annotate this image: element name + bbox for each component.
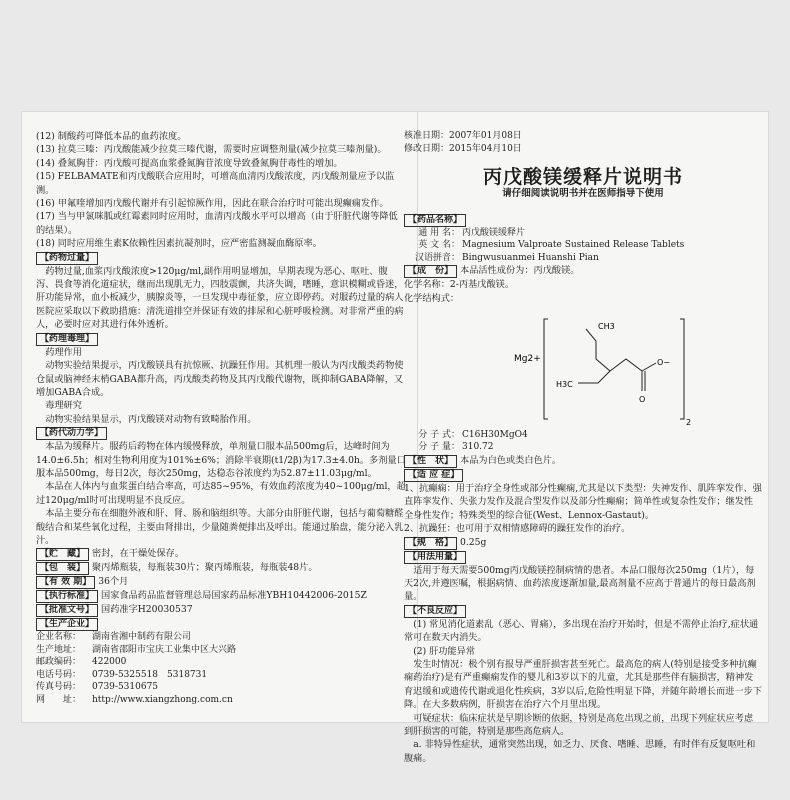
pk-text-2: 本品在人体内与血浆蛋白结合率高，可达85~95%，有效血药浓度为40~100μg/ml，超过120μg/ml时可出现明显不良反应。	[36, 481, 406, 506]
toxicology-text: 动物实验结果显示，丙戊酸镁对动物有致畸胎作用。	[45, 413, 257, 425]
label: 电话号码：	[36, 669, 82, 680]
section-header: 【批准文号】	[36, 604, 98, 617]
adverse-text-5: a. 非特异性症状，通常突然出现，如乏力、厌食、嗜睡、思睡，有时伴有反复呕吐和腹痛。	[404, 739, 756, 764]
dosage-text: 适用于每天需要500mg丙戊酸镁控制病情的患者。本品口服每次250mg（1片），每天2次,并遵医嘱，根据病情、血药浓度逐渐加量,最高剂量不应高于普通片的每日最高剂量。	[404, 564, 756, 603]
website-row	[36, 694, 406, 707]
overdose-text: 药物过量,血浆丙戊酸浓度>120μg/ml,副作用明显增加，早期表现为恶心、呕吐、腹泻、畏食等消化道症状，继而出现肌无力，四肢震颤，共济失调，嗜睡，意识模糊或昏迷，肝功能异常，血小板减少，胰腺炎等，一旦发现中毒征象，应立即停药。对服药过量的病人医院应采取以下救助措施：清洗道排空并保证有效的排尿和心脏呼吸检测。对非常严重的病人，必要时应对其进行体外透析。	[36, 265, 404, 331]
section-header: 【药品名称】	[404, 214, 466, 227]
value: 0739-5310675	[92, 682, 159, 693]
section-header: 【性 状】	[404, 455, 457, 468]
english-name-row	[404, 239, 762, 252]
validity-row	[36, 575, 406, 589]
value: 310.72	[462, 442, 494, 453]
document-subtitle: 请仔细阅读说明书并在医师指导下使用	[502, 188, 664, 200]
label: 分 子 式：	[418, 429, 460, 440]
leaflet-sheet	[22, 112, 768, 764]
package-row	[36, 561, 406, 575]
label: 生产地址：	[36, 644, 82, 655]
storage-text: 密封，在干燥处保存。	[92, 548, 184, 560]
section-header: 【成 份】	[404, 265, 457, 278]
value: Bingwusuanmei Huanshi Pian	[462, 252, 599, 263]
approval-text: 国药准字H20030537	[101, 604, 193, 616]
section-header: 【生产企业】	[36, 618, 98, 631]
storage-row	[36, 547, 406, 561]
interaction-16: (16) 甲氟喹增加丙戊酸代谢并有引起惊厥作用，因此在联合治疗时可能出现癫痫发作。	[36, 198, 389, 210]
section-drug-name	[404, 213, 762, 227]
pk-text-3: 本品主要分布在细胞外液和肝、肾、肠和脑组织等。大部分由肝脏代谢，包括与葡萄糖醛酸结合和某些氧化过程，主要由肾排出，少量随粪便排出及呼出。能通过胎盘，能分泌入乳汁。	[36, 508, 404, 546]
label: 英 文 名：	[418, 240, 460, 251]
approved-date: 核准日期：2007年01月08日	[404, 131, 522, 141]
left-column	[36, 130, 406, 706]
label: 企业名称：	[36, 632, 82, 643]
package-text: 聚丙烯瓶装，每瓶装30片；聚丙烯瓶装，每瓶装48片。	[92, 562, 318, 574]
standard-row	[36, 589, 406, 603]
label: 分 子 量：	[418, 442, 460, 453]
maker-row	[36, 617, 406, 631]
generic-name-row	[404, 227, 762, 240]
value: Magnesium Valproate Sustained Release Tablets	[462, 240, 685, 251]
structure-drawing	[514, 309, 714, 429]
structure-label: 化学结构式：	[404, 292, 460, 304]
indication-text-1: 1、抗癫痫：用于治疗全身性或部分性癫痫,尤其是以下类型：失神发作、肌阵挛发作、强直阵挛发作、失张力发作及混合型发作以及部分性癫痫；简单性或复杂性发作；继发性全身性发作；特殊类型的综合征(West、Lennox-Gastaut)。	[404, 482, 762, 521]
label: 传真号码：	[36, 682, 82, 693]
section-header: 【规 格】	[404, 537, 457, 550]
section-dosage	[404, 550, 762, 564]
carboxylate-oxygen: O−	[657, 357, 670, 367]
toxicology-subheading: 毒理研究	[45, 400, 82, 412]
indication-text-2: 2、抗躁狂：也可用于双相情感障碍的躁狂发作的治疗。	[404, 523, 631, 535]
interaction-18: (18) 同时应用维生素K依赖性因素抗凝剂时，应严密监测凝血酶原率。	[36, 238, 322, 250]
section-overdose	[36, 251, 406, 265]
pharm-text: 动物实验结果提示，丙戊酸镁具有抗惊厥、抗躁狂作用。其机理一般认为丙戊酸类药物使仓鼠或脑神经末梢GABA都升高，丙戊酸类药物及其丙戊酸代谢物，既抑制GABA降解，又增加GABA合成。	[36, 360, 404, 398]
section-header: 【不良反应】	[404, 605, 466, 618]
section-pharmacology	[36, 332, 406, 346]
section-header: 【执行标准】	[36, 590, 98, 603]
manufacturer-info	[36, 631, 406, 706]
label: 汉语拼音：	[414, 252, 460, 263]
appearance-text: 本品为白色或类白色片。	[460, 454, 562, 466]
mg-ion: Mg2+	[514, 353, 541, 364]
interaction-15: (15) FELBAMATE和丙戊酸联合应用时，可增高血清丙戊酸浓度，丙戊酸剂量应予以监测。	[36, 171, 395, 196]
approval-row	[36, 603, 406, 617]
pharm-subheading: 药理作用	[45, 346, 82, 358]
pinyin-name-row	[404, 252, 762, 265]
section-header: 【药理毒理】	[36, 333, 98, 346]
value: 湖南省湘中制药有限公司	[92, 632, 192, 643]
phone-row	[36, 669, 406, 682]
adverse-text-1: (1) 常见消化道素乱（恶心、胃痛），多出现在治疗开始时，但是不需停止治疗,症状通常可在数天内消失。	[404, 618, 759, 644]
section-header: 【包 装】	[36, 562, 89, 575]
weight-row	[404, 441, 762, 454]
label: 邮政编码：	[36, 657, 82, 668]
formula-row	[404, 429, 762, 442]
chemical-name: 化学名称：2-丙基戊酸镁。	[404, 279, 515, 291]
postcode-row	[36, 656, 406, 669]
section-header: 【用法用量】	[404, 551, 466, 564]
label: 通 用 名：	[418, 227, 460, 238]
section-header: 【适 应 症】	[404, 469, 463, 482]
spec-text: 0.25g	[460, 536, 487, 548]
adverse-text-4: 可疑症状：临床症状是早期诊断的依据，特别是高危出现之前，出现下列症状应考虑到肝损害的可能，特别是那些高危病人。	[404, 712, 754, 738]
section-header: 【药代动力学】	[36, 427, 107, 440]
right-column	[404, 130, 762, 765]
composition-text: 本品活性成份为：丙戊酸镁。	[460, 265, 580, 277]
value: 422000	[92, 657, 127, 668]
label: 网 址：	[36, 694, 82, 705]
value: 湖南省邵阳市宝庆工业集中区大兴路	[92, 644, 237, 655]
document-title: 丙戊酸镁缓释片说明书	[482, 165, 683, 188]
interaction-17: (17) 当与甲氯咪胍或红霉素同时应用时，血清丙戊酸水平可以增高（由于肝脏代谢等降低的结果）。	[36, 211, 398, 236]
modified-date: 修改日期：2015年04月10日	[404, 144, 522, 155]
interaction-12: (12) 制酸药可降低本品的血药浓度。	[36, 131, 187, 142]
value: http://www.xiangzhong.com.cn	[92, 694, 233, 705]
appearance-row	[404, 454, 762, 468]
adverse-text-2: (2) 肝功能异常	[413, 645, 476, 657]
address-row	[36, 644, 406, 657]
validity-text: 36个月	[98, 576, 129, 588]
standard-text: 国家食品药品监督管理总局国家药品标准YBH10442006-2015Z	[101, 590, 367, 602]
interaction-13: (13) 拉莫三嗪：丙戊酸能减少拉莫三嗪代谢，需要时应调整剂量(减少拉莫三嗪剂量)。	[36, 144, 387, 156]
company-name-row	[36, 631, 406, 644]
methyl-group: CH3	[598, 321, 615, 331]
section-pharmacokinetics	[36, 426, 406, 440]
fax-row	[36, 681, 406, 694]
adverse-text-3: 发生时情况：极个别有报导严重肝损害甚至死亡。最高危的病人(特别是接受多种抗癫痫药治疗)是有严重癫痫发作的婴儿和3岁以下的儿童，尤其是那些伴有脑损害，精神发育迟缓和或遗传代谢或退化性疾病，3岁以后,危险性明显下降，并随年龄增长而进一步下降。在大多数病例，肝损害在治疗六个月里出现。	[404, 659, 762, 711]
pk-text-1: 本品为缓释片。服药后药物在体内缓慢释放，单剂量口服本品500mg后，达峰时间为14.0±6.5h；相对生物利用度为101%±6%；消除半衰期(t1/2β)为17.3±4.0h。多剂量口服本品500mg，每日2次，每次250mg，达稳态谷浓度约为52.87±11.03μg/ml。	[36, 441, 406, 479]
section-indication	[404, 468, 762, 482]
section-header: 【有 效 期】	[36, 576, 95, 589]
section-header: 【药物过量】	[36, 252, 98, 265]
spec-row	[404, 536, 762, 550]
carbonyl-oxygen: O	[639, 394, 646, 404]
value: C16H30MgO4	[462, 429, 528, 440]
value: 0739-5325518 5318731	[92, 669, 208, 680]
value: 丙戊酸镁缓释片	[462, 227, 526, 238]
interaction-14: (14) 叠氮胸苷：丙戊酸可提高血浆叠氮胸苷浓度导致叠氮胸苷毒性的增加。	[36, 157, 343, 169]
section-header: 【贮 藏】	[36, 548, 89, 561]
chemical-structure	[404, 309, 762, 429]
methyl-group-2: H3C	[556, 379, 573, 389]
composition-row	[404, 264, 762, 278]
section-adverse	[404, 604, 762, 618]
bracket-subscript: 2	[686, 417, 692, 427]
